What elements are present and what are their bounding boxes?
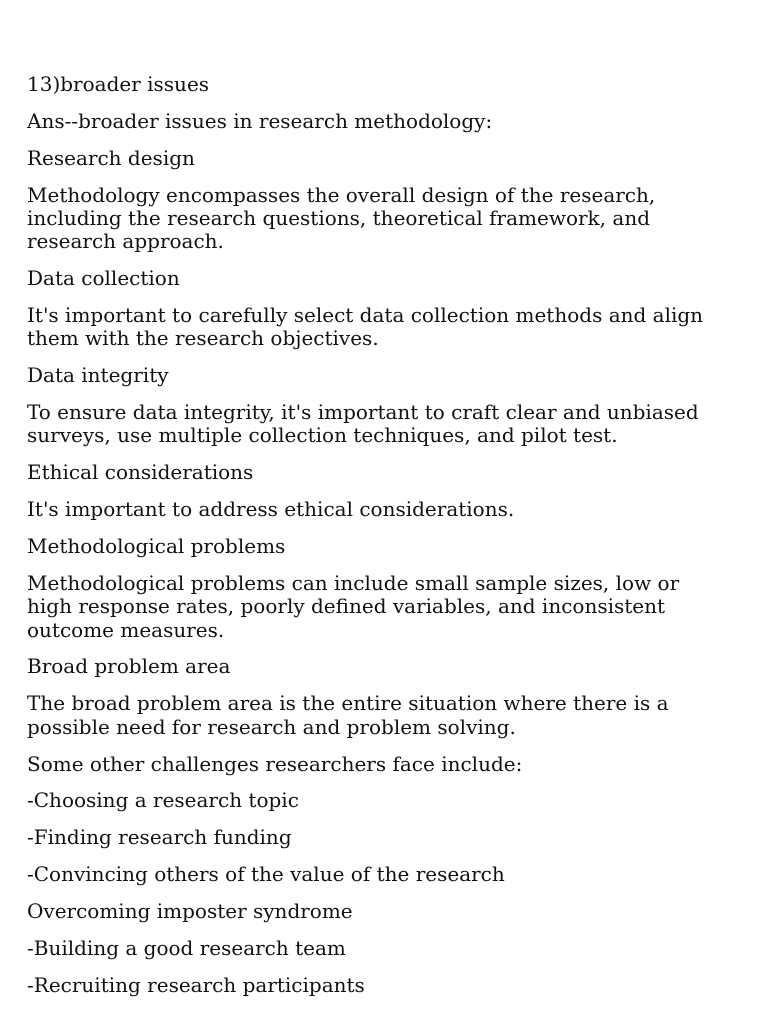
- question-heading: 13)broader issues: [27, 72, 210, 96]
- section-text-methodological-problems: Methodological problems can include small sample sizes, low or high response rates, poorly defined variables, and inconsistent outcome measures.: [27, 570, 680, 642]
- challenges-intro: Some other challenges researchers face include:: [27, 751, 523, 776]
- challenge-item: -Recruiting research participants: [27, 972, 365, 997]
- section-heading-research-design: Research design: [27, 145, 195, 170]
- challenge-item: -Choosing a research topic: [27, 788, 299, 813]
- section-text-data-collection: It's important to carefully select data collection methods and align them with the research objectives.: [27, 303, 704, 351]
- section-heading-ethical-considerations: Ethical considerations: [27, 460, 254, 485]
- section-text-ethical-considerations: It's important to address ethical considerations.: [27, 497, 515, 522]
- challenge-item: -Convincing others of the value of the research: [27, 862, 505, 887]
- challenge-item: Overcoming imposter syndrome: [27, 899, 353, 924]
- challenge-item: -Building a good research team: [27, 936, 346, 960]
- section-heading-broad-problem-area: Broad problem area: [27, 654, 231, 679]
- answer-intro: Ans--broader issues in research methodology:: [27, 108, 493, 133]
- section-heading-methodological-problems: Methodological problems: [27, 534, 286, 559]
- challenge-item: -Finding research funding: [27, 825, 292, 850]
- section-heading-data-integrity: Data integrity: [27, 363, 169, 388]
- section-heading-data-collection: Data collection: [27, 266, 180, 291]
- section-text-data-integrity: To ensure data integrity, it's important to craft clear and unbiased surveys, use multiple collection techniques, and pilot test.: [27, 400, 699, 448]
- document-body: [27, 73, 727, 1011]
- section-text-research-design: Methodology encompasses the overall design of the research, including the research questions, theoretical framework, and research approach.: [27, 182, 656, 254]
- section-text-broad-problem-area: The broad problem area is the entire situation where there is a possible need for research and problem solving.: [27, 691, 669, 739]
